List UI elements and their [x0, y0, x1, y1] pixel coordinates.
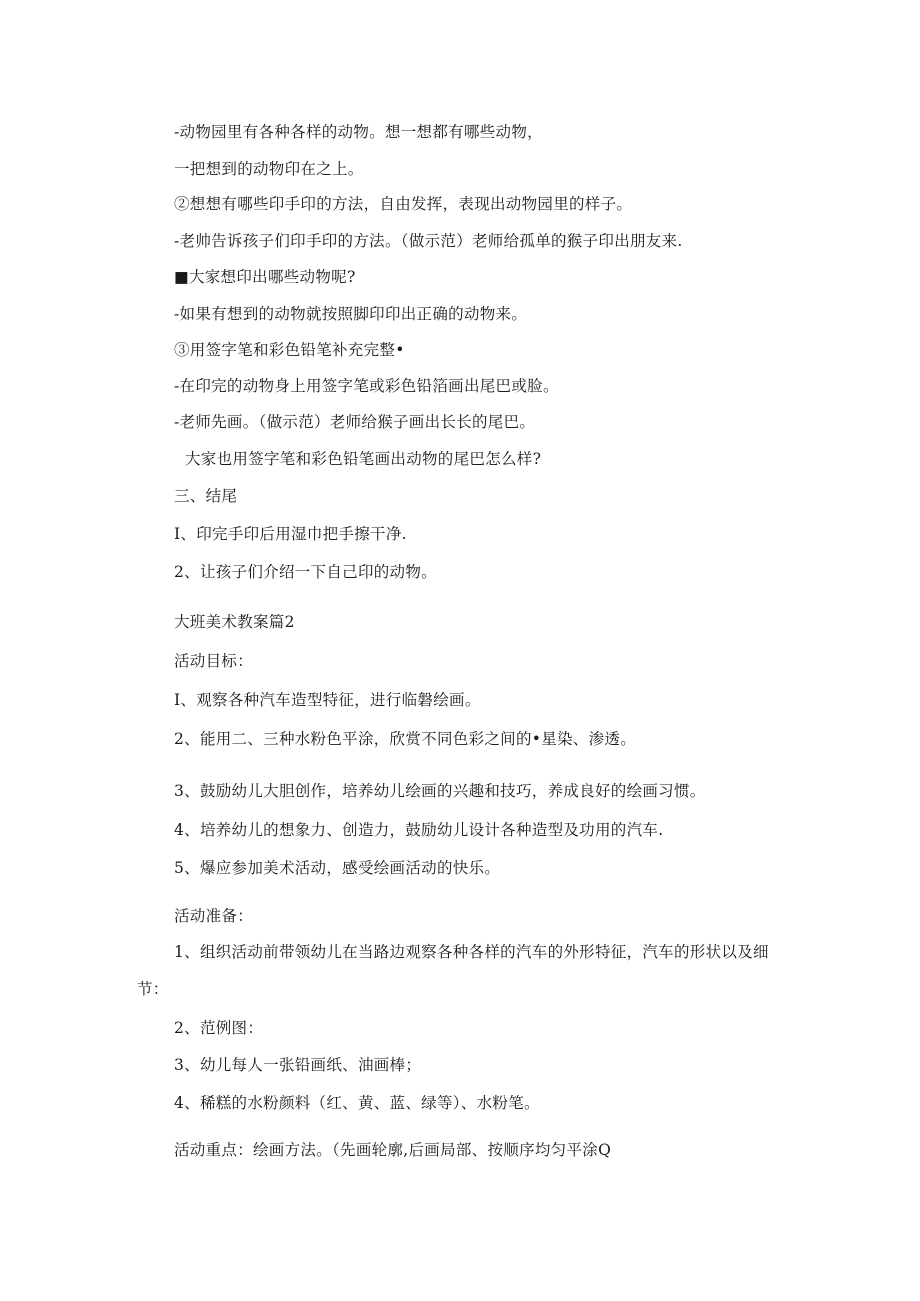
text-line: -老师先画。（做示范）老师给猴子画出长长的尾巴。 [174, 413, 536, 431]
text-line: -老帅告诉孩子们印手印的方法。（做示范）老师给孤单的猴子印出朋友来. [174, 232, 683, 250]
text-line: I、印完手印后用湿巾把手擦干净. [174, 525, 407, 543]
text-line: 2、能用二、三种水粉色平涂，欣赏不同色彩之间的•星染、渗透。 [174, 730, 637, 748]
text-line: 4、稀糕的水粉颜料（红、黄、蓝、绿等）、水粉笔。 [174, 1094, 540, 1112]
text-line: I、观察各种汽车造型特征，进行临磐绘画。 [174, 691, 481, 709]
text-line: ■大家想印出哪些动物呢? [174, 268, 356, 286]
text-line: 活动重点：绘画方法。（先画轮廓,后画局部、按顺序均匀平涂Q [174, 1141, 612, 1159]
text-line: 一把想到的动物印在之上。 [174, 160, 364, 178]
text-line: -如果有想到的动物就按照脚印印出正确的动物来。 [174, 305, 528, 323]
section-heading: 活动目标： [174, 652, 254, 670]
text-line: 3、幼儿每人一张铅画纸、油画棒； [174, 1056, 422, 1074]
text-line: 1、组织活动前带领幼儿在当路边观察各种各样的汽车的外形特征，汽车的形状以及细 [174, 943, 769, 961]
text-line: -在印完的动物身上用签字笔或彩色铅箔画出尾巴或脸。 [174, 377, 559, 395]
text-line: ②想想有哪些印手印的方法，自由发挥，表现出动物园里的样子。 [174, 195, 633, 213]
text-line: 5、爆应参加美术活动，感受绘画活动的快乐。 [174, 859, 501, 877]
text-line: 大家也用签字笔和彩色铅笔画出动物的尾巴怎么样? [185, 450, 542, 468]
section-heading: 三、结尾 [174, 487, 238, 505]
text-line: 4、培养幼儿的想象力、创造力，鼓励幼儿设计各种造型及功用的汽车. [174, 821, 664, 839]
text-line: 节： [137, 980, 169, 998]
text-line: 3、鼓励幼儿大胆创作，培养幼儿绘画的兴趣和技巧，养成良好的绘画习惯。 [174, 782, 706, 800]
text-line: 2、让孩子们介绍一下自己印的动物。 [174, 563, 437, 581]
text-line: 2、范例图： [174, 1019, 264, 1037]
section-heading: 大班美术教案篇2 [174, 613, 295, 631]
section-heading: 活动准备： [174, 907, 254, 925]
text-line: ③用签字笔和彩色铅笔补充完整• [174, 341, 405, 359]
text-line: -动物园里有各种各样的动物。想一想都有哪些动物， [174, 123, 543, 141]
